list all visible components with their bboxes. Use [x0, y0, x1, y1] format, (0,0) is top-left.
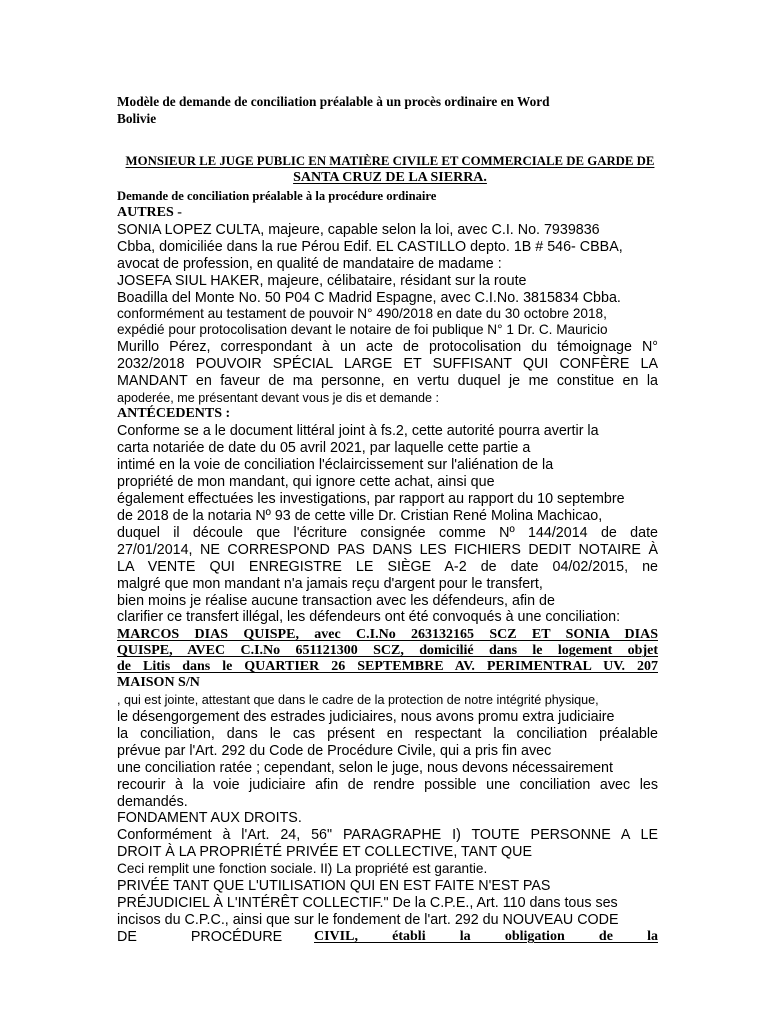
text-line: DROIT À LA PROPRIÉTÉ PRIVÉE ET COLLECTIVE, TANT QUE — [117, 844, 532, 860]
text-line: intimé en la voie de conciliation l'éclaircissement sur l'aliénation de la — [117, 457, 554, 473]
text-line: recourir à la voie judiciaire afin de rendre possible une conciliation avec les — [117, 777, 658, 793]
text-line: bien moins je réalise aucune transaction avec les défendeurs, afin de — [117, 593, 555, 609]
text-line: malgré que mon mandant n'a jamais reçu d'argent pour le transfert, — [117, 576, 543, 592]
text-line: PRIVÉE TANT QUE L'UTILISATION QUI EN EST FAITE N'EST PAS — [117, 878, 551, 894]
text-line: avocat de profession, en qualité de mandataire de madame : — [117, 256, 502, 272]
defendants-line: MARCOS DIAS QUISPE, avec C.I.No 263132165 SCZ ET SONIA DIAS — [117, 627, 658, 642]
section-heading-antecedents: ANTÉCEDENTS : — [117, 406, 231, 421]
text-line: Conforme se a le document littéral joint à fs.2, cette autorité pourra avertir la — [117, 423, 599, 439]
text-line: Ceci remplit une fonction sociale. II) La propriété est garantie. — [117, 861, 488, 876]
text-line: carta notariée de date du 05 avril 2021, par laquelle cette partie a — [117, 440, 531, 456]
text-line: de 2018 de la notaria Nº 93 de cette ville Dr. Cristian René Molina Machicao, — [117, 508, 603, 524]
text-line: expédié pour protocolisation devant le notaire de foi publique N° 1 Dr. C. Mauricio — [117, 322, 608, 337]
defendants-line: QUISPE, AVEC C.I.No 651121300 SCZ, domicilié dans le logement objet — [117, 643, 658, 658]
text-line: incisos du C.P.C., ainsi que sur le fondement de l'art. 292 du NOUVEAU CODE — [117, 912, 619, 928]
section-heading-autres: AUTRES - — [117, 205, 182, 220]
text-line: Cbba, domiciliée dans la rue Pérou Edif. EL CASTILLO depto. 1B # 546- CBBA, — [117, 239, 623, 255]
text-line: conformément au testament de pouvoir N° 490/2018 en date du 30 octobre 2018, — [117, 306, 607, 321]
last-line-bold: CIVIL, établi la obligation de la — [314, 929, 658, 944]
text-line: une conciliation ratée ; cependant, selon le juge, nous devons nécessairement — [117, 760, 613, 776]
text-line: , qui est jointe, attestant que dans le cadre de la protection de notre intégrité physique, — [117, 693, 599, 707]
text-line: MANDANT en faveur de ma personne, en vertu duquel je me constitue en la — [117, 373, 658, 389]
document-title: Modèle de demande de conciliation préalable à un procès ordinaire en Word — [117, 94, 550, 109]
text-line: Boadilla del Monte No. 50 P04 C Madrid Espagne, avec C.I.No. 3815834 Cbba. — [117, 290, 621, 306]
text-line: la conciliation, dans le cas présent en respectant la conciliation préalable — [117, 726, 658, 742]
text-line: demandés. — [117, 794, 188, 810]
subject-line: Demande de conciliation préalable à la procédure ordinaire — [117, 189, 437, 203]
defendants-line: de Litis dans le QUARTIER 26 SEPTEMBRE AV. PERIMENTRAL UV. 207 — [117, 659, 658, 674]
text-line: Murillo Pérez, correspondant à un acte de protocolisation du témoignage N° — [117, 339, 658, 355]
text-line: SONIA LOPEZ CULTA, majeure, capable selon la loi, avec C.I. No. 7939836 — [117, 222, 600, 238]
text-line: Conformément à l'Art. 24, 56" PARAGRAPHE I) TOUTE PERSONNE A LE — [117, 827, 658, 843]
text-line: 2032/2018 POUVOIR SPÉCIAL LARGE ET SUFFISANT QUI CONFÈRE LA — [117, 356, 658, 372]
text-line: apoderée, me présentant devant vous je dis et demande : — [117, 391, 440, 405]
text-line: PRÉJUDICIEL À L'INTÉRÊT COLLECTIF." De la C.P.E., Art. 110 dans tous ses — [117, 895, 618, 911]
defendants-line: MAISON S/N — [117, 675, 200, 690]
text-line: clarifier ce transfert illégal, les défendeurs ont été convoqués à une conciliation: — [117, 609, 621, 625]
text-line: le désengorgement des estrades judiciaires, nous avons promu extra judiciaire — [117, 709, 615, 725]
section-heading-fondement: FONDAMENT AUX DROITS. — [117, 810, 302, 826]
text-line: duquel il découle que l'écriture consignée comme Nº 144/2014 de date — [117, 525, 658, 541]
document-title-country: Bolivie — [117, 111, 157, 126]
text-line: JOSEFA SIUL HAKER, majeure, célibataire, résidant sur la route — [117, 273, 527, 289]
text-line: prévue par l'Art. 292 du Code de Procédure Civile, qui a pris fin avec — [117, 743, 552, 759]
last-line-start: DE PROCÉDURE — [117, 929, 283, 945]
text-line: 27/01/2014, NE CORRESPOND PAS DANS LES FICHIERS DEDIT NOTAIRE À — [117, 542, 658, 558]
text-line: LA VENTE QUI ENREGISTRE LE SIÈGE A-2 de date 04/02/2015, ne — [117, 559, 658, 575]
text-line: également effectuées les investigations, par rapport au rapport du 10 septembre — [117, 491, 625, 507]
text-line: propriété de mon mandant, qui ignore cette achat, ainsi que — [117, 474, 495, 490]
addressee-line-2: SANTA CRUZ DE LA SIERRA. — [293, 170, 487, 185]
addressee-line-1: MONSIEUR LE JUGE PUBLIC EN MATIÈRE CIVILE ET COMMERCIALE DE GARDE DE — [125, 154, 655, 168]
